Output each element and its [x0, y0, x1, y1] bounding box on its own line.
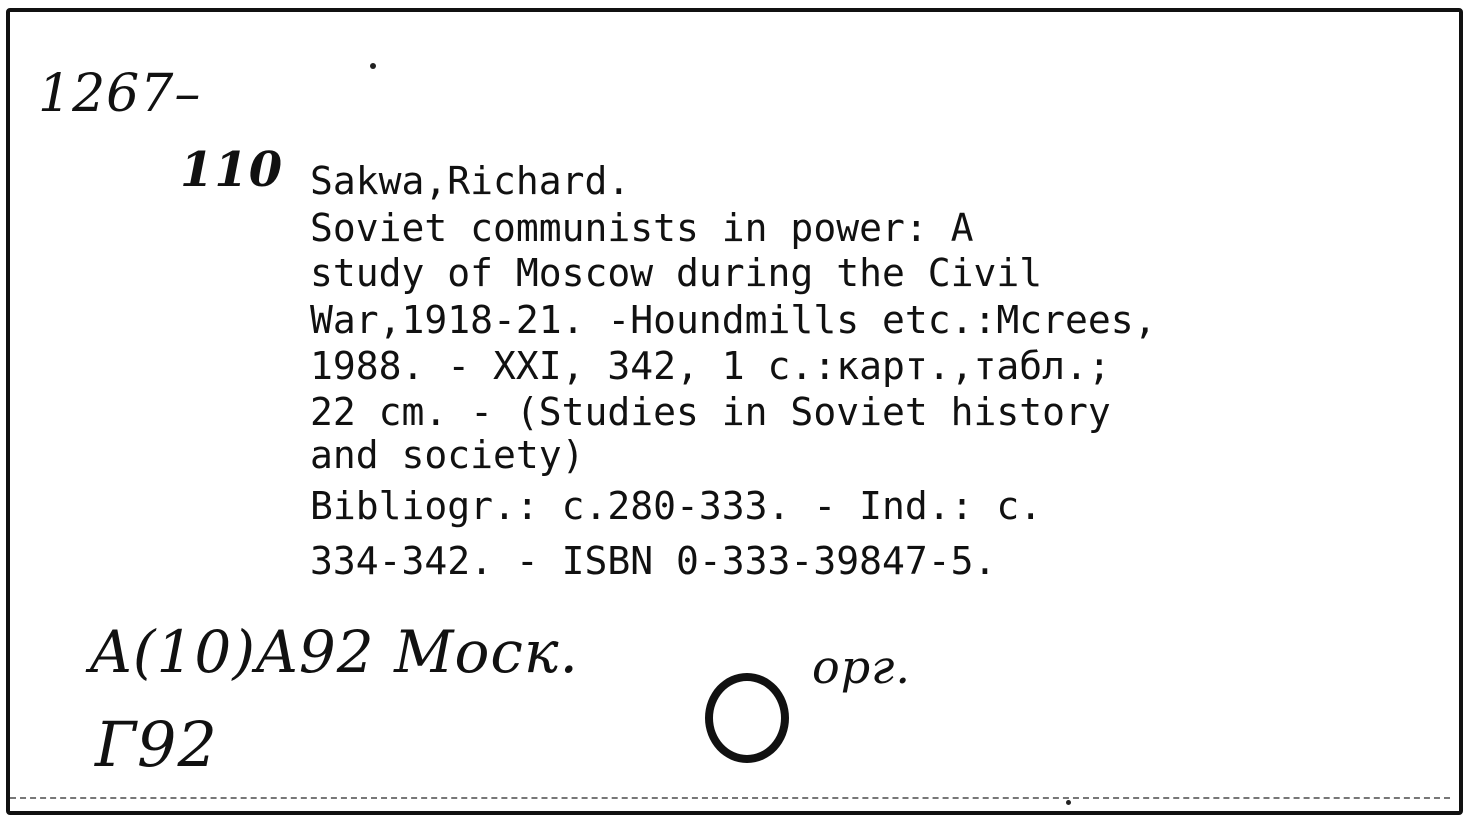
- card-bottom-edge: [10, 797, 1450, 799]
- isbn-line: 334-342. - ISBN 0-333-39847-5.: [310, 539, 997, 583]
- handwritten-annotation: орг.: [812, 640, 912, 694]
- description-line: 22 cm. - (Studies in Soviet history: [310, 390, 1111, 434]
- handwritten-shelf-code: Г92: [95, 708, 218, 781]
- stamp-circle: [705, 673, 789, 763]
- description-line: War,1918-21. -Houndmills etc.:Mcrees,: [310, 298, 1157, 342]
- description-line: Soviet communists in power: A: [310, 206, 974, 250]
- ink-speck: [370, 63, 376, 69]
- ink-speck: [1066, 800, 1071, 805]
- handwritten-call-number: 1267–: [38, 64, 202, 124]
- description-line: and society): [310, 433, 585, 477]
- description-line: 1988. - XXI, 342, 1 c.:карт.,табл.;: [310, 344, 1111, 388]
- handwritten-classification: A(10)A92 Моск.: [90, 618, 579, 686]
- author-line: Sakwa,Richard.: [310, 159, 631, 203]
- bibliography-line: Bibliogr.: c.280-333. - Ind.: c.: [310, 484, 1043, 528]
- description-line: study of Moscow during the Civil: [310, 251, 1043, 295]
- handwritten-call-number-sub: 110: [180, 142, 284, 198]
